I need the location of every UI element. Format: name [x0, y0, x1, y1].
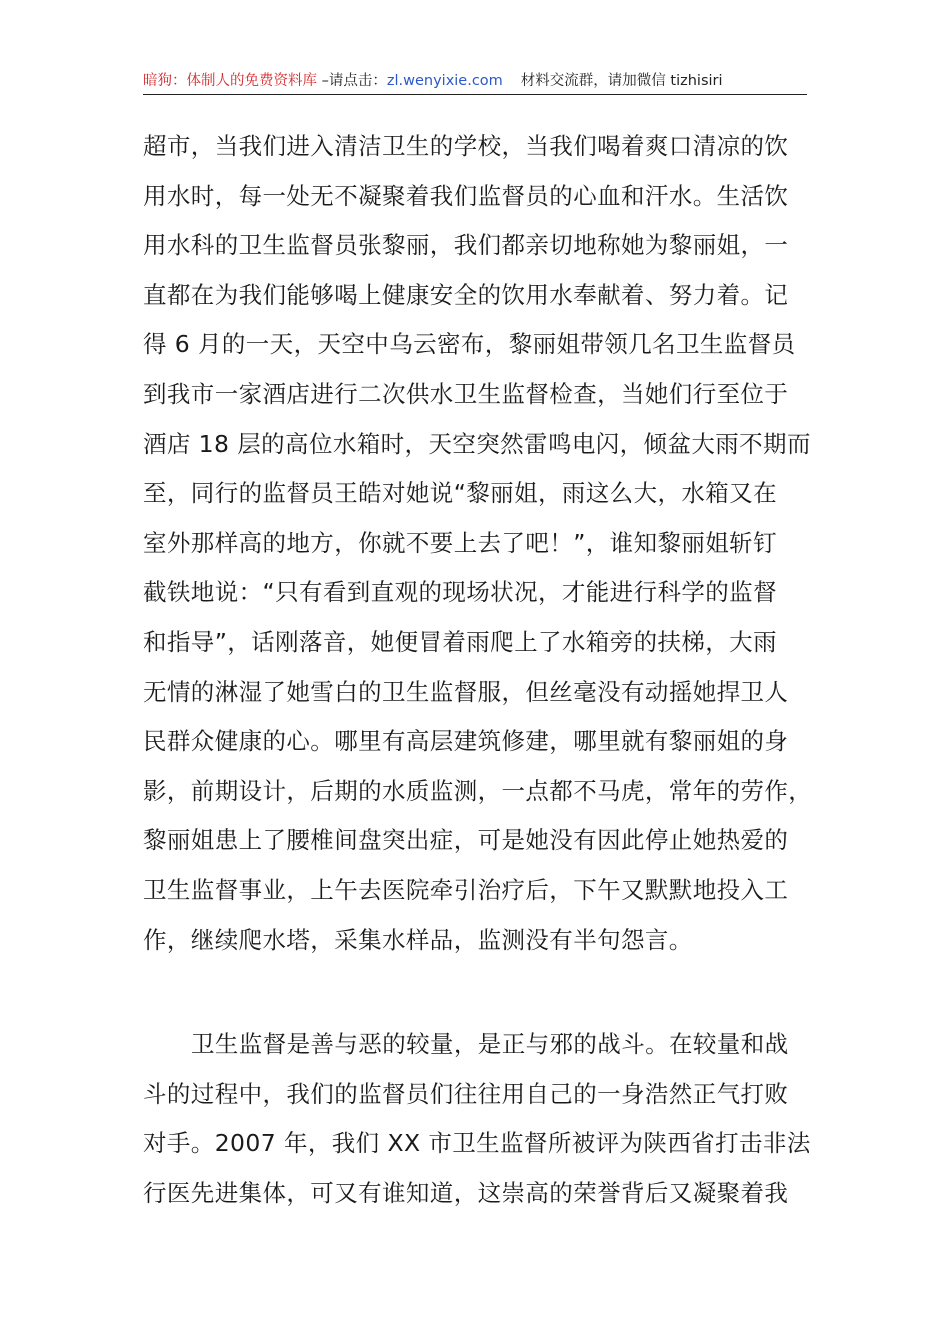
text-line: 卫生监督是善与恶的较量，是正与邪的战斗。在较量和战	[191, 1030, 789, 1058]
text-line: 和指导”，话刚落音，她便冒着雨爬上了水箱旁的扶梯，大雨	[143, 627, 777, 656]
page-header	[143, 68, 807, 95]
text-line: 行医先进集体，可又有谁知道，这崇高的荣誉背后又凝聚着我	[143, 1178, 789, 1207]
text-line: 截铁地说：“只有看到直观的现场状况，才能进行科学的监督	[143, 578, 777, 607]
header-group-text: 材料交流群，请加微信 tizhisiri	[520, 73, 723, 89]
text-line: 室外那样高的地方，你就不要上去了吧！”，谁知黎丽姐斩钉	[143, 528, 777, 557]
paragraph-1	[143, 122, 813, 965]
text-line: 到我市一家酒店进行二次供水卫生监督检查，当她们行至位于	[143, 379, 789, 408]
text-line: 用水时，每一处无不凝聚着我们监督员的心血和汗水。生活饮	[143, 181, 789, 210]
text-line: 民群众健康的心。哪里有高层建筑修建，哪里就有黎丽姐的身	[143, 727, 789, 756]
text-line: 至，同行的监督员王皓对她说“黎丽姐，雨这么大，水箱又在	[143, 479, 777, 508]
text-line: 影，前期设计，后期的水质监测，一点都不马虎，常年的劳作，	[143, 776, 813, 805]
text-line: 用水科的卫生监督员张黎丽，我们都亲切地称她为黎丽姐，一	[143, 231, 789, 260]
text-line: 得 6 月的一天，天空中乌云密布，黎丽姐带领几名卫生监督员	[143, 330, 796, 359]
text-line: 对手。2007 年，我们 XX 市卫生监督所被评为陕西省打击非法	[143, 1129, 811, 1158]
text-line: 斗的过程中，我们的监督员们往往用自己的一身浩然正气打败	[143, 1079, 789, 1108]
text-line: 黎丽姐患上了腰椎间盘突出症，可是她没有因此停止她热爱的	[143, 826, 789, 855]
header-separator: –请点击：	[317, 73, 387, 89]
header-brand: 暗狗：体制人的免费资料库	[143, 73, 317, 89]
text-line: 无情的淋湿了她雪白的卫生监督服，但丝毫没有动摇她捍卫人	[143, 677, 789, 706]
header-link[interactable]: zl.wenyixie.com	[386, 73, 503, 89]
text-line: 酒店 18 层的高位水箱时，天空突然雷鸣电闪，倾盆大雨不期而	[143, 429, 811, 458]
paragraph-2	[143, 1020, 811, 1218]
text-line: 卫生监督事业，上午去医院牵引治疗后，下午又默默地投入工	[143, 875, 789, 904]
text-line: 超市，当我们进入清洁卫生的学校，当我们喝着爽口清凉的饮	[143, 132, 789, 160]
text-line: 作，继续爬水塔，采集水样品，监测没有半句怨言。	[143, 925, 693, 954]
text-line: 直都在为我们能够喝上健康安全的饮用水奉献着、努力着。记	[143, 280, 789, 309]
